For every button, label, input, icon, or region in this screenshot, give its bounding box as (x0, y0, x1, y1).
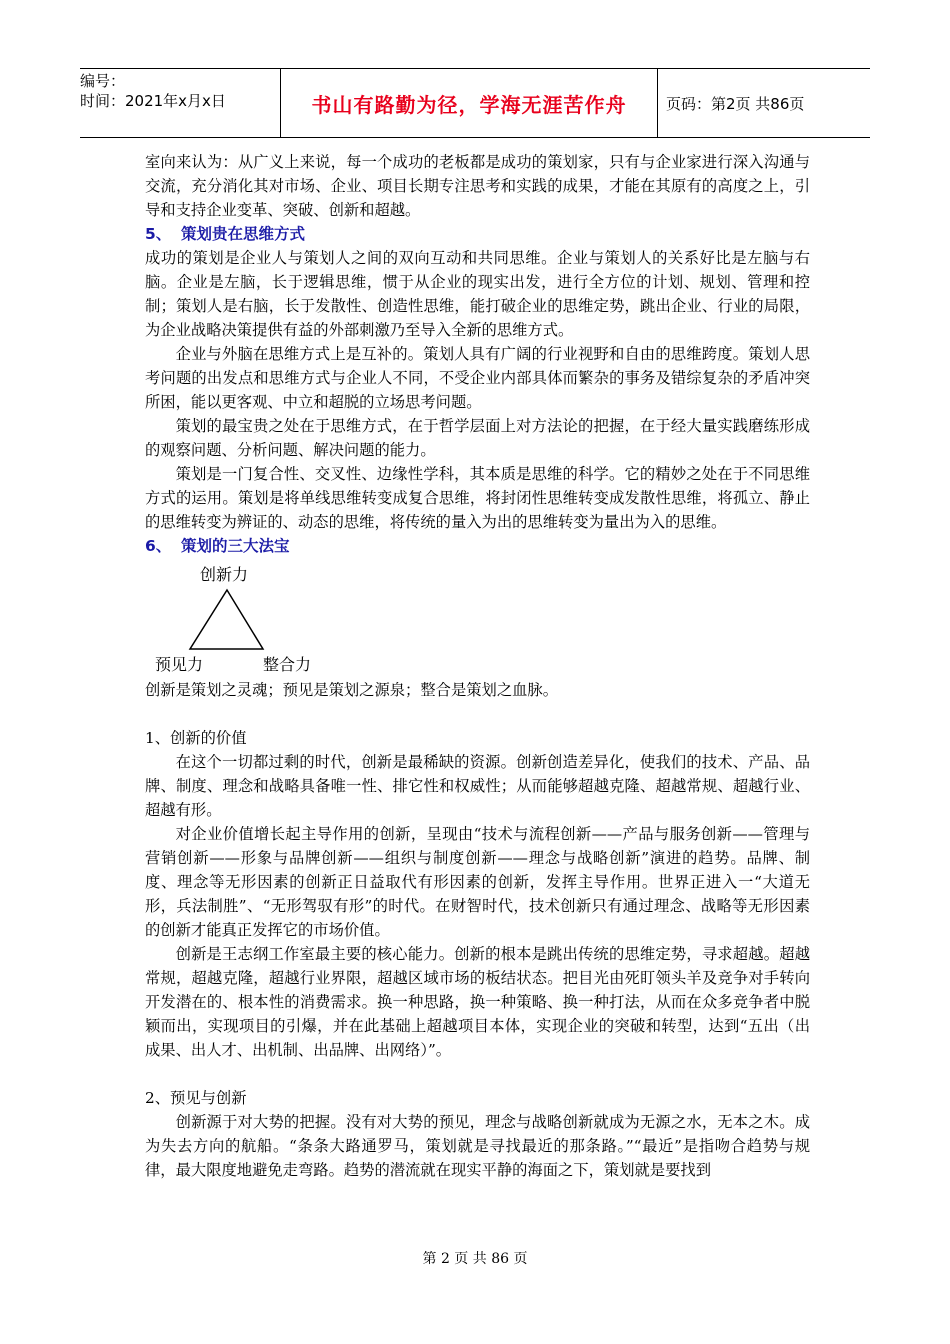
paragraph: 创新是策划之灵魂；预见是策划之源泉；整合是策划之血脉。 (145, 681, 559, 699)
paragraph: 创新是王志纲工作室最主要的核心能力。创新的根本是跳出传统的思维定势，寻求超越。超越常规，超越克隆，超越行业界限，超越区域市场的板结状态。把目光由死盯领头羊及竞争对手转向开发潜在的、根本性的消费需求。换一种思路，换一种策略、换一种打法，从而在众多竞争者中脱颖而出，实现项目的引爆，并在此基础上超越项目本体，实现企业的突破和转型，达到“五出（出成果、出人才、出机制、出品牌、出网络）”。 (145, 945, 810, 1059)
heading-text: 策划贵在思维方式 (181, 225, 306, 243)
diagram-label-integration: 整合力 (263, 655, 312, 674)
paragraph: 策划的最宝贵之处在于思维方式，在于哲学层面上对方法论的把握，在于经大量实践磨练形成的观察问题、分析问题、解决问题的能力。 (145, 417, 810, 459)
paragraph: 对企业价值增长起主导作用的创新，呈现由“技术与流程创新——产品与服务创新——管理与营销创新——形象与品牌创新——组织与制度创新——理念与战略创新”演进的趋势。品牌、制度、理念等无形因素的创新正日益取代有形因素的创新，发挥主导作用。世界正进入一“大道无形，兵法制胜”、“无形驾驭有形”的时代。在财智时代，技术创新只有通过理念、战略等无形因素的创新才能真正发挥它的市场价值。 (145, 825, 810, 939)
diagram-label-innovation: 创新力 (200, 565, 249, 584)
page-header (80, 68, 870, 138)
triangle-diagram (145, 558, 810, 678)
paragraph: 企业与外脑在思维方式上是互补的。策划人具有广阔的行业视野和自由的思维跨度。策划人思考问题的出发点和思维方式与企业人不同，不受企业内部具体而繁杂的事务及错综复杂的矛盾冲突所困，能以更客观、中立和超脱的立场思考问题。 (145, 345, 810, 411)
paragraph: 在这个一切都过剩的时代，创新是最稀缺的资源。创新创造差异化，使我们的技术、产品、品牌、制度、理念和战略具备唯一性、排它性和权威性；从而能够超越克隆、超越常规、超越行业、超越有形。 (145, 753, 810, 819)
paragraph: 成功的策划是企业人与策划人之间的双向互动和共同思维。企业与策划人的关系好比是左脑与右脑。企业是左脑，长于逻辑思维，惯于从企业的现实出发，进行全方位的计划、规划、管理和控制；策划人是右脑，长于发散性、创造性思维，能打破企业的思维定势，跳出企业、行业的局限，为企业战略决策提供有益的外部刺激乃至导入全新的思维方式。 (145, 249, 810, 339)
date-label: 时间：2021年x月x日 (80, 92, 226, 110)
diagram-label-foresight: 预见力 (155, 655, 204, 674)
heading-text: 策划的三大法宝 (181, 537, 290, 555)
header-meta (80, 69, 280, 137)
paragraph: 创新源于对大势的把握。没有对大势的预见，理念与战略创新就成为无源之水，无本之木。成为失去方向的航船。“条条大路通罗马，策划就是寻找最近的那条路。”“最近”是指吻合趋势与规律，最大限度地避免走弯路。趋势的潜流就在现实平静的海面之下，策划就是要找到 (145, 1113, 810, 1179)
subsection-title-2: 2、预见与创新 (145, 1089, 247, 1107)
header-motto: 书山有路勤为径，学海无涯苦作舟 (280, 69, 658, 137)
document-body (145, 150, 810, 1182)
paragraph: 室向来认为：从广义上来说，每一个成功的老板都是成功的策划家，只有与企业家进行深入沟通与交流，充分消化其对市场、企业、项目长期专注思考和实践的成果，才能在其原有的高度之上，引导和支持企业变革、突破、创新和超越。 (145, 153, 810, 219)
heading-number: 6、 (145, 537, 172, 555)
header-page-label: 页码：第2页 共86页 (666, 94, 805, 113)
heading-number: 5、 (145, 225, 172, 243)
doc-number-label: 编号： (80, 72, 126, 90)
section-heading-6 (145, 534, 810, 558)
subsection-title-1: 1、创新的价值 (145, 729, 247, 747)
page-footer: 第 2 页 共 86 页 (422, 1251, 528, 1267)
section-heading-5 (145, 222, 810, 246)
paragraph: 策划是一门复合性、交叉性、边缘性学科，其本质是思维的科学。它的精妙之处在于不同思维方式的运用。策划是将单线思维转变成复合思维，将封闭性思维转变成发散性思维，将孤立、静止的思维转变为辨证的、动态的思维，将传统的量入为出的思维转变为量出为入的思维。 (145, 465, 810, 531)
